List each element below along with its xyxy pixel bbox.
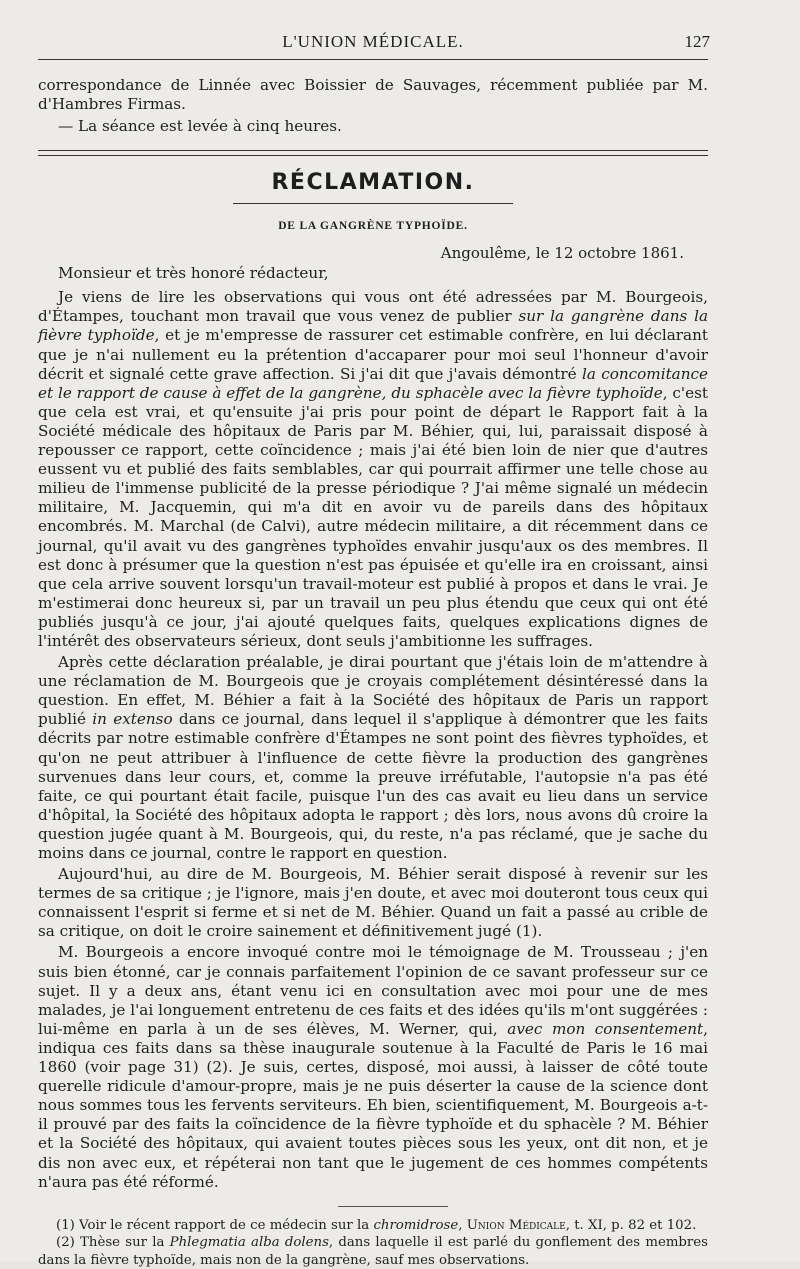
footnote-text: (2) Thèse sur la (56, 1235, 170, 1251)
section-divider (38, 150, 708, 156)
footnote-text: (1) Voir le récent rapport de ce médecin sur la (56, 1217, 374, 1233)
section-subtitle: DE LA GANGRÈNE TYPHOÏDE. (278, 220, 468, 233)
paragraph-text: , et je m'empresse de rassurer cet estimable confrère, en lui déclarant que je n'ai nullement eu la prétention d'accaparer pour moi seul l'honneur d'avoir décrit et signalé cette grave affection. Si j'ai dit que j'avais démontré (38, 326, 708, 383)
italic-phrase: chromidrose (373, 1217, 459, 1233)
page-number: 127 (684, 32, 710, 51)
footnote-rule (338, 1206, 448, 1207)
italic-phrase: la concomitance et le rapport de cause à effet de la gangrène, du sphacèle avec la fièvre typhoïde (38, 364, 709, 402)
letter-paragraph-3: Aujourd'hui, au dire de M. Bourgeois, M. Béhier serait disposé à revenir sur les termes de sa critique ; je l'ignore, mais j'en doute, et avec moi douteront tous ceux qui connaissent l'esprit si ferme et si net de M. Béhier. Quand un fait a passé au crible de sa critique, on doit le croire sainement et définitivement jugé (1). (38, 865, 708, 941)
header-rule (38, 59, 708, 60)
section-title: RÉCLAMATION. (271, 170, 475, 196)
journal-name: Union Médicale (466, 1217, 566, 1233)
previous-article-closing: correspondance de Linnée avec Boissier de Sauvages, récemment publiée par M. d'Hambres Firmas. (38, 76, 708, 114)
italic-phrase: avec mon consentement (507, 1019, 704, 1038)
footnote-text: , (458, 1217, 467, 1233)
italic-phrase: Phlegmatia alba dolens (169, 1235, 329, 1251)
italic-phrase: in extenso (92, 710, 173, 729)
italic-phrase: sur la gangrène dans la fièvre typhoïde (38, 307, 709, 345)
paragraph-text: Je viens de lire les observations qui vous ont été adressées par M. Bourgeois, d'Étampes, touchant mon travail que vous venez de publier (38, 288, 708, 326)
footnotes (38, 1217, 708, 1269)
letter-salutation: Monsieur et très honoré rédacteur, (58, 264, 329, 283)
letter-dateline: Angoulême, le 12 octobre 1861. (440, 244, 684, 263)
letter-paragraph-2 (38, 653, 708, 863)
running-title: L'UNION MÉDICALE. (282, 32, 464, 51)
title-rule (233, 203, 513, 204)
footnote-text: , t. XI, p. 82 et 102. (565, 1217, 697, 1233)
running-head (38, 0, 708, 62)
paragraph-text: M. Bourgeois a encore invoqué contre moi le témoignage de M. Trousseau ; j'en suis bien étonné, car je connais parfaitement l'opinion de ce savant professeur sur ce sujet. Il y a deux ans, étant venu ici en consultation avec moi pour une de mes malades, je l'ai longuement entretenu de ces faits et des idées qu'ils m'ont suggérées : lui-même en parla à un de ses élèves, M. Werner, qui, (38, 943, 708, 1038)
footnote-2 (38, 1234, 708, 1269)
session-close: — La séance est levée à cinq heures. (58, 117, 342, 136)
footnote-1 (38, 1217, 708, 1235)
paragraph-text: dans ce journal, dans lequel il s'applique à démontrer que les faits décrits par notre estimable confrère d'Étampes ne sont point des fièvres typhoïdes, et qu'on ne peut attribuer à l'influence de cette fièvre la production des gangrènes survenues dans leur cours, et, comme la preuve irréfutable, l'autopsie n'a pas été faite, ce qui pourtant était facile, puisque l'un des cas avait eu lieu dans un service d'hôpital, la Société des hôpitaux adopta le rapport ; dès lors, nous avons dû croire la question jugée quant à M. Bourgeois, qui, du reste, n'a pas réclamé, que je sache du moins dans ce journal, contre le rapport en question. (38, 710, 708, 862)
letter-paragraph-4 (38, 943, 708, 1191)
paragraph-text: Après cette déclaration préalable, je dirai pourtant que j'étais loin de m'attendre à une réclamation de M. Bourgeois que je croyais complétement désintéressé dans la question. En effet, M. Béhier a fait à la Société des hôpitaux de Paris un rapport publié (38, 653, 708, 729)
paragraph-text: , indiqua ces faits dans sa thèse inaugurale soutenue à la Faculté de Paris le 16 mai 1860 (voir page 31) (2). Je suis, certes, disposé, moi aussi, à laisser de côté toute querelle ridicule d'amour-propre, mais je ne puis déserter la cause de la science dont nous sommes tous les fervents serviteurs. Eh bien, scientifiquement, M. Bourgeois a-t-il prouvé par des faits la coïncidence de la fièvre typhoïde et du sphacèle ? M. Béhier et la Société des hôpitaux, qui avaient toutes pièces sous les yeux, ont dit non, et je dis non avec eux, et répéterai non tant que le jugement de ces hommes compétents n'aura pas été réformé. (38, 1019, 708, 1191)
footnote-text: , dans laquelle il est parlé du gonflement des membres dans la fièvre typhoïde, mais non de la gangrène, sauf mes observations. (38, 1235, 708, 1268)
paragraph-text: , c'est que cela est vrai, et qu'ensuite j'ai pris pour point de départ le Rapport fait à la Société médicale des hôpitaux de Paris par M. Béhier, qui, lui, paraissait disposé à repousser ce rapport, cette coïncidence ; mais j'ai été bien loin de nier que d'autres eussent vu et publié des faits semblables, car qui pourrait affirmer une telle chose au milieu de l'immense publicité de la presse périodique ? J'ai même signalé un médecin militaire, M. Jacquemin, qui m'a dit en avoir vu de pareils dans des hôpitaux encombrés. M. Marchal (de Calvi), autre médecin militaire, a dit récemment dans ce journal, qu'il avait vu des gangrènes typhoïdes envahir jusqu'aux os des membres. Il est donc à présumer que la question n'est pas épuisée et qu'elle ira en croissant, ainsi que cela arrive souvent lorsqu'un travail-moteur est publié à propos et dans le vrai. Je m'estimerai donc heureux si, par un travail un peu plus étendu que ceux qui ont été publiés jusqu'à ce jour, j'ai ajouté quelques faits, quelques explications dignes de l'intérêt des observateurs sérieux, dont seuls j'ambitionne les suffrages. (38, 383, 708, 650)
letter-paragraph-1 (38, 288, 708, 651)
